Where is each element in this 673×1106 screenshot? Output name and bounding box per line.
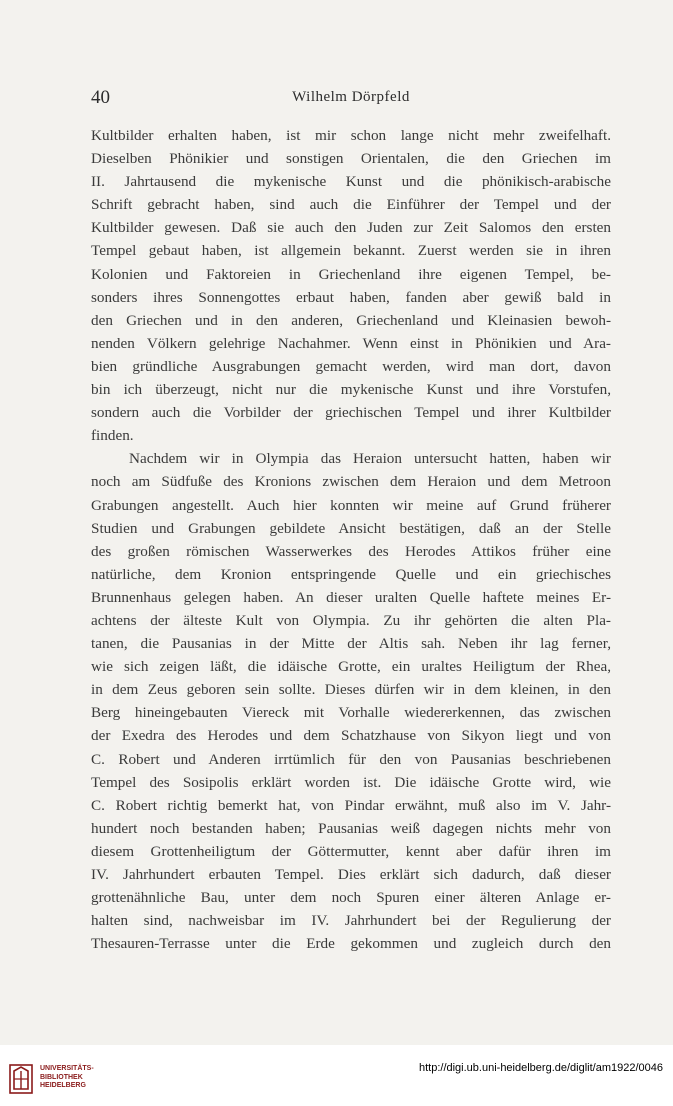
text-line: sondern auch die Vorbilder der griechischen Tempel und ihrer Kultbilder	[91, 404, 611, 422]
text-line: den Griechen und in den anderen, Griechenland und Kleinasien bewoh-	[91, 311, 611, 329]
running-head: Wilhelm Dörpfeld	[292, 89, 410, 105]
text-line: der Exedra des Herodes und dem Schatzhause von Sikyon liegt und von	[91, 727, 611, 745]
text-line: tanen, die Pausanias in der Mitte der Altis sah. Neben ihr lag ferner,	[91, 635, 611, 653]
text-line: Dieselben Phönikier und sonstigen Orientalen, die den Griechen im	[91, 150, 611, 168]
paragraph-first-line: Nachdem wir in Olympia das Heraion untersucht hatten, haben wir	[129, 450, 611, 468]
text-line: natürliche, dem Kronion entspringende Quelle und ein griechisches	[91, 565, 611, 583]
text-line: C. Robert richtig bemerkt hat, von Pindar erwähnt, muß also im V. Jahr-	[91, 796, 611, 814]
text-line: Berg hineingebauten Viereck mit Vorhalle wiedererkennen, das zwischen	[91, 704, 611, 722]
text-line: Tempel des Sosipolis erklärt worden ist. Die idäische Grotte wird, wie	[91, 773, 611, 791]
text-line: sonders ihres Sonnengottes erbaut haben, fanden aber gewiß bald in	[91, 288, 611, 306]
text-line: in dem Zeus geboren sein sollte. Dieses dürfen wir in dem kleinen, in den	[91, 681, 611, 699]
text-line: Brunnenhaus gelegen haben. An dieser uralten Quelle haftete meines Er-	[91, 588, 611, 606]
text-line: C. Robert und Anderen irrtümlich für den von Pausanias beschriebenen	[91, 750, 611, 768]
viewer-footer	[0, 1045, 673, 1106]
text-line: nenden Völkern gelehrige Nachahmer. Wenn einst in Phönikien und Ara-	[91, 334, 611, 352]
library-name-line: HEIDELBERG	[40, 1082, 86, 1089]
library-logo-icon	[8, 1061, 36, 1097]
text-line: Kultbilder erhalten haben, ist mir schon lange nicht mehr zweifelhaft.	[91, 127, 611, 144]
text-line: Studien und Grabungen gebildete Ansicht bestätigen, daß an der Stelle	[91, 519, 611, 537]
text-line: Schrift gebracht haben, sind auch die Einführer der Tempel und der	[91, 196, 611, 214]
text-line: Thesauren-Terrasse unter die Erde gekommen und zugleich durch den	[91, 935, 611, 953]
text-line: halten sind, nachweisbar im IV. Jahrhundert bei der Regulierung der	[91, 912, 611, 930]
text-line: IV. Jahrhundert erbauten Tempel. Dies erklärt sich dadurch, daß dieser	[91, 866, 611, 883]
text-line: finden.	[91, 427, 134, 445]
text-line: II. Jahrtausend die mykenische Kunst und die phönikisch-arabische	[91, 173, 611, 191]
text-line: Kultbilder gewesen. Daß sie auch den Juden zur Zeit Salomos den ersten	[91, 219, 611, 237]
text-line: grottenähnliche Bau, unter dem noch Spuren einer älteren Anlage er-	[91, 889, 611, 907]
text-line: Grabungen angestellt. Auch hier konnten wir meine auf Grund früherer	[91, 496, 611, 514]
library-name-line: BIBLIOTHEK	[40, 1073, 83, 1081]
library-name-line: UNIVERSITÄTS-	[40, 1065, 94, 1072]
permalink-url[interactable]: http://digi.ub.uni-heidelberg.de/diglit/am1922/0046	[418, 1062, 663, 1074]
library-name	[40, 1065, 94, 1091]
text-line: hundert noch bestanden haben; Pausanias weiß dagegen nichts mehr von	[91, 819, 611, 837]
text-line: des großen römischen Wasserwerkes des Herodes Attikos früher eine	[91, 542, 611, 560]
text-line: diesem Grottenheiligtum der Göttermutter, kennt aber dafür ihren im	[91, 842, 611, 860]
text-line: achtens der älteste Kult von Olympia. Zu ihr gehörten die alten Pla-	[91, 611, 611, 629]
text-line: noch am Südfuße des Kronions zwischen dem Heraion und dem Metroon	[91, 473, 611, 491]
page-number: 40	[91, 87, 110, 108]
body-text	[91, 124, 611, 955]
text-line: Kolonien und Faktoreien in Griechenland ihre eigenen Tempel, be-	[91, 265, 611, 283]
text-line: bien gründliche Ausgrabungen gemacht werden, wird man dort, davon	[91, 357, 611, 375]
text-line: Tempel gebaut haben, ist allgemein bekannt. Zuerst werden sie in ihren	[91, 242, 611, 260]
page-header	[91, 87, 611, 109]
text-line: wie sich zeigen läßt, die idäische Grotte, ein uraltes Heiligtum der Rhea,	[91, 658, 611, 676]
text-line: bin ich überzeugt, nicht nur die mykenische Kunst und ihre Vorstufen,	[91, 381, 611, 399]
